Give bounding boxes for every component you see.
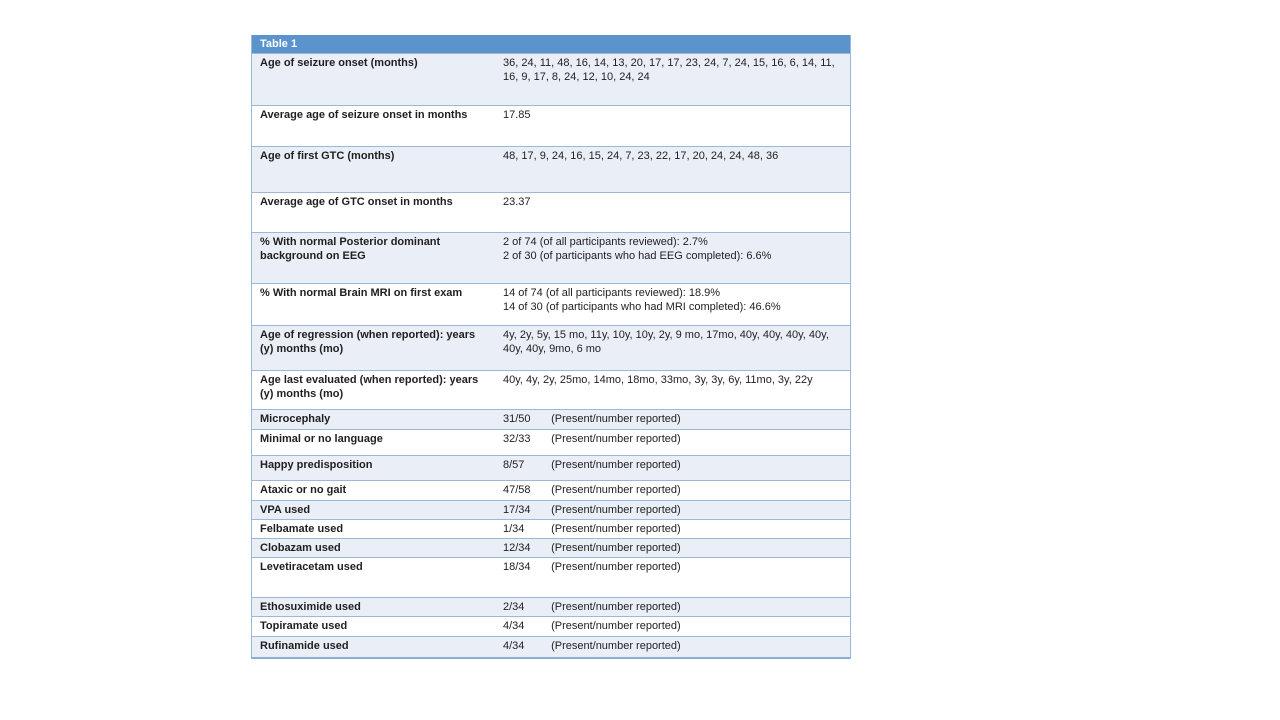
table-row — [252, 429, 850, 455]
table-row — [252, 519, 850, 538]
fraction-value: 4/34 — [503, 620, 525, 632]
present-note: (Present/number reported) — [551, 484, 681, 496]
row-label: Ataxic or no gait — [260, 484, 347, 496]
row-label: Average age of seizure onset in months — [260, 109, 468, 121]
row-label: Happy predisposition — [260, 459, 373, 471]
fraction-value: 32/33 — [503, 433, 531, 445]
row-label: Minimal or no language — [260, 433, 383, 445]
row-label: Felbamate used — [260, 523, 344, 535]
row-value: 23.37 — [503, 196, 531, 208]
table-row — [252, 636, 850, 657]
table-row — [252, 409, 850, 429]
row-value — [496, 558, 850, 597]
present-note: (Present/number reported) — [551, 413, 681, 425]
row-value: 40y, 4y, 2y, 25mo, 14mo, 18mo, 33mo, 3y, 3y, 6y, 11mo, 3y, 22y — [503, 374, 813, 386]
table-row — [252, 538, 850, 557]
row-value — [496, 637, 850, 657]
present-note: (Present/number reported) — [551, 640, 681, 652]
row-label: Age of regression (when reported): years (y) months (mo) — [260, 329, 476, 355]
row-label: Clobazam used — [260, 542, 341, 554]
table-row — [252, 325, 850, 370]
table-row — [252, 192, 850, 232]
table-row — [252, 480, 850, 500]
row-value — [496, 539, 850, 557]
row-value — [496, 520, 850, 538]
present-note: (Present/number reported) — [551, 601, 681, 613]
row-value — [496, 598, 850, 616]
row-label: Topiramate used — [260, 620, 348, 632]
fraction-value: 47/58 — [503, 484, 531, 496]
row-label: VPA used — [260, 504, 311, 516]
table-row — [252, 500, 850, 519]
present-note: (Present/number reported) — [551, 433, 681, 445]
row-value: 17.85 — [503, 109, 531, 121]
table-1 — [251, 35, 851, 659]
table-row — [252, 53, 850, 105]
table-row — [252, 616, 850, 636]
row-value — [496, 481, 850, 500]
row-value — [496, 284, 850, 325]
row-label: Rufinamide used — [260, 640, 349, 652]
value-line: 2 of 30 (of participants who had EEG completed): 6.6% — [503, 250, 772, 262]
fraction-value: 1/34 — [503, 523, 525, 535]
fraction-value: 4/34 — [503, 640, 525, 652]
present-note: (Present/number reported) — [551, 459, 681, 471]
table-row — [252, 105, 850, 146]
present-note: (Present/number reported) — [551, 504, 681, 516]
table-title-bar — [252, 35, 850, 53]
fraction-value: 12/34 — [503, 542, 531, 554]
fraction-value: 2/34 — [503, 601, 525, 613]
row-value — [496, 617, 850, 636]
value-line: 14 of 30 (of participants who had MRI completed): 46.6% — [503, 301, 781, 313]
fraction-value: 18/34 — [503, 561, 531, 573]
table-row — [252, 557, 850, 597]
row-value: 36, 24, 11, 48, 16, 14, 13, 20, 17, 17, 23, 24, 7, 24, 15, 16, 6, 14, 11, 16, 9, 17, 8, 24, 12, 10, 24, 24 — [503, 57, 835, 83]
row-label: Average age of GTC onset in months — [260, 196, 453, 208]
fraction-value: 8/57 — [503, 459, 525, 471]
row-label: Microcephaly — [260, 413, 331, 425]
row-label: % With normal Brain MRI on first exam — [260, 287, 463, 299]
row-label: Levetiracetam used — [260, 561, 363, 573]
value-line: 2 of 74 (of all participants reviewed): 2.7% — [503, 236, 708, 248]
table-row — [252, 597, 850, 616]
row-label: Age last evaluated (when reported): years (y) months (mo) — [260, 374, 479, 400]
row-value — [496, 410, 850, 429]
fraction-value: 31/50 — [503, 413, 531, 425]
row-value — [496, 233, 850, 283]
table-title: Table 1 — [260, 38, 298, 50]
row-label: Ethosuximide used — [260, 601, 361, 613]
present-note: (Present/number reported) — [551, 542, 681, 554]
table-row — [252, 146, 850, 192]
row-value: 48, 17, 9, 24, 16, 15, 24, 7, 23, 22, 17, 20, 24, 24, 48, 36 — [503, 150, 779, 162]
present-note: (Present/number reported) — [551, 620, 681, 632]
value-line: 14 of 74 (of all participants reviewed): 18.9% — [503, 287, 721, 299]
table-row — [252, 455, 850, 480]
row-label: Age of first GTC (months) — [260, 150, 395, 162]
table-row — [252, 283, 850, 325]
present-note: (Present/number reported) — [551, 561, 681, 573]
row-label: Age of seizure onset (months) — [260, 57, 418, 69]
table-row — [252, 232, 850, 283]
table-row — [252, 370, 850, 409]
row-value — [496, 456, 850, 480]
row-value — [496, 430, 850, 455]
row-value — [496, 501, 850, 519]
row-label: % With normal Posterior dominant background on EEG — [260, 236, 441, 262]
row-value: 4y, 2y, 5y, 15 mo, 11y, 10y, 10y, 2y, 9 mo, 17mo, 40y, 40y, 40y, 40y, 40y, 40y, 9mo, 6 mo — [503, 329, 829, 355]
fraction-value: 17/34 — [503, 504, 531, 516]
present-note: (Present/number reported) — [551, 523, 681, 535]
